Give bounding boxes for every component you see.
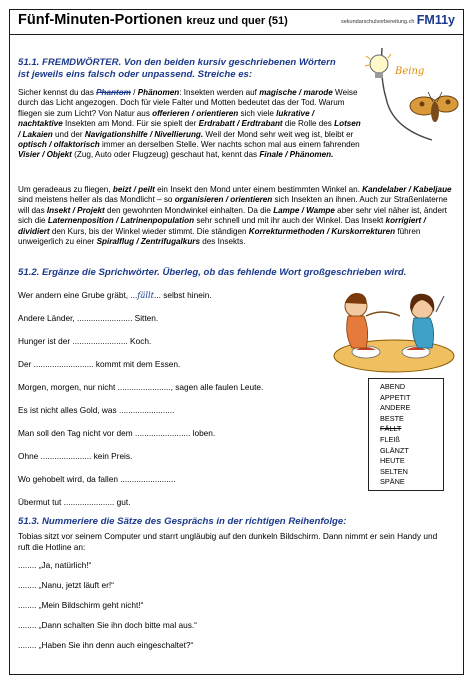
proverb-line xyxy=(18,290,212,300)
moth-icon xyxy=(410,92,458,122)
proverb-line xyxy=(18,474,176,484)
header-bar xyxy=(10,10,463,35)
text-run: Weise durch das Licht angezogen. Doch für viele Falter und Motten bedeutet das der Tod. Warum fliegen sie zum Licht? Von Natur aus xyxy=(18,88,358,118)
proverb-text: Der .......................... kommt mit dem Essen. xyxy=(18,359,181,369)
word-choice: optisch / olfaktorisch xyxy=(18,140,100,150)
text-run: und der xyxy=(52,129,85,139)
word-choice: magische / marode xyxy=(259,88,333,97)
word-choice: beizt / peilt xyxy=(112,185,155,194)
proverb-text: Übermut tut ...................... gut. xyxy=(18,497,131,507)
text-run: ein Insekt den Mond unter einem bestimmten Winkel an. xyxy=(154,185,363,194)
proverb-text: Ohne ...................... kein Preis. xyxy=(18,451,133,461)
word-choice: Phänomen xyxy=(137,88,180,97)
text-run: Um geradeaus zu fliegen, xyxy=(18,185,113,194)
word-choice: Laternenposition / Latrinenpopulation xyxy=(47,216,195,226)
word-bank-item: FÄLLT xyxy=(380,424,402,434)
word-choice: offerieren / orientieren xyxy=(152,108,239,118)
word-choice: Lampe / Wampe xyxy=(273,205,335,215)
word-choice: Kandelaber / Kabeljaue xyxy=(362,185,452,194)
page-title xyxy=(18,12,288,28)
dialogue-line: ........ „Dann schalten Sie ihn doch bitte mal aus.“ xyxy=(18,620,197,630)
section1-paragraph2 xyxy=(18,185,454,247)
text-run: Insekten am Mond. Für sie spielt der xyxy=(62,119,199,129)
proverb-text: Man soll den Tag nicht vor dem ........................ loben. xyxy=(18,428,216,438)
illustration-label: Being xyxy=(395,66,425,77)
text-run: (Zug, Auto oder Flugzeug) geschaut hat, kennt das xyxy=(71,150,260,160)
word-choice: Insekt / Projekt xyxy=(46,205,105,215)
text-run: Weil der Mond sehr weit weg ist, bleibt er xyxy=(203,129,354,139)
text-run: sich Insekten an ihnen. Auch zur Straßenlaterne will das xyxy=(18,195,448,215)
word-choice: Visier / Objekt xyxy=(18,150,72,160)
dialogue-line: ........ „Nanu, jetzt läuft er!“ xyxy=(18,580,114,590)
text-run: : Insekten werden auf xyxy=(179,88,260,97)
word-choice: Erdrabatt / Erdtrabant xyxy=(198,119,283,129)
word-choice: lukrative / nachtaktive xyxy=(18,108,315,129)
struck-word-choice: Phantom xyxy=(96,88,131,97)
word-choice: korrigiert / dividiert xyxy=(18,216,426,236)
text-run: sehr schnell und mit ihr auch der Winkel. Das Insekt xyxy=(194,216,386,226)
dialogue-line: ........ „Haben Sie ihn denn auch eingeschaltet?“ xyxy=(18,640,194,650)
word-choice: Navigationshilfe / Nivellierung. xyxy=(84,129,204,139)
section1-paragraph1 xyxy=(18,88,361,161)
word-bank-item: HEUTE xyxy=(380,456,405,466)
proverb-line xyxy=(18,336,151,346)
couple-eating-illustration xyxy=(326,286,458,376)
handwritten-answer: fällt xyxy=(137,290,154,300)
word-bank xyxy=(368,378,444,491)
section1-title-line2: ist jeweils eins falsch oder unpassend. Streiche es: xyxy=(18,69,253,81)
worksheet-code: FM11y xyxy=(416,13,455,27)
word-choice: Spiralflug / Zentrifugalkurs xyxy=(96,237,200,247)
title-main: Fünf-Minuten-Portionen xyxy=(18,12,183,28)
proverb-text: Wo gehobelt wird, da fallen ........................ xyxy=(18,474,176,484)
word-bank-item: SPÄNE xyxy=(380,477,405,487)
word-choice: organisieren / orientieren xyxy=(174,195,273,205)
text-run: den Kurs, bis der Winkel wieder stimmt. Die ständigen xyxy=(49,226,249,236)
proverb-text: Es ist nicht alles Gold, was ........................ xyxy=(18,405,175,415)
word-bank-item: SELTEN xyxy=(380,466,408,476)
proverb-line xyxy=(18,359,180,369)
word-bank-item: BESTE xyxy=(380,413,404,423)
section1-title xyxy=(18,57,363,82)
section3-title: 51.3. Nummeriere die Sätze des Gesprächs in der richtigen Reihenfolge: xyxy=(18,516,347,527)
word-bank-item: FLEIß xyxy=(380,434,400,444)
proverb-text: Hunger ist der ........................ Koch. xyxy=(18,336,152,346)
section2-title: 51.2. Ergänze die Sprichwörter. Überleg, ob das fehlende Wort großgeschrieben wird. xyxy=(18,267,407,278)
word-bank-item: APPETIT xyxy=(380,392,411,402)
dialogue-line: ........ „Mein Bildschirm geht nicht!“ xyxy=(18,600,144,610)
word-bank-item: GLÄNZT xyxy=(380,445,409,455)
proverb-text-end: ... selbst hinein. xyxy=(153,290,212,300)
title-subtitle: kreuz und quer (51) xyxy=(186,15,288,27)
text-run: Sicher kennst du das xyxy=(18,88,97,97)
section3-intro: Tobias sitzt vor seinem Computer und starrt ungläubig auf den dunkeln Bildschirm. Dann nimmt er sein Handy und ruft die Hotline an: xyxy=(18,531,438,552)
section1-title-line1: 51.1. FREMDWÖRTER. Von den beiden kursiv geschriebenen Wörtern xyxy=(18,57,336,68)
text-run: sich viele xyxy=(238,108,277,118)
text-run: aber sehr viel näher ist, ändert sich die xyxy=(18,205,447,226)
proverb-line xyxy=(18,313,158,323)
proverb-line xyxy=(18,497,131,507)
proverb-text: Wer andern eine Grube gräbt, ... xyxy=(18,290,138,300)
dialogue-line: ........ „Ja, natürlich!“ xyxy=(18,560,92,570)
text-run: immer an derselben Stelle. Wer nachts schon mal aus einem fahrenden xyxy=(99,140,360,150)
proverb-line xyxy=(18,451,132,461)
text-run: den gewohnten Mondwinkel einhalten. Da die xyxy=(104,205,274,215)
word-choice: Korrekturmethoden / Kurskorrekturen xyxy=(248,226,396,236)
text-run: / xyxy=(130,88,138,97)
proverb-line xyxy=(18,405,174,415)
lamp-moth-illustration xyxy=(362,48,462,148)
word-choice: Finale / Phänomen. xyxy=(259,150,334,160)
word-choice: Lotsen / Lakaien xyxy=(18,119,361,139)
text-run: führen unweigerlich zu einer xyxy=(18,226,421,247)
text-run: die Rolle des xyxy=(282,119,335,129)
proverb-text: Andere Länder, ........................ Sitten. xyxy=(18,313,159,323)
text-run: des Insekts. xyxy=(199,237,246,247)
proverb-text: Morgen, morgen, nur nicht ......................., sagen alle faulen Leute. xyxy=(18,382,264,392)
proverb-line xyxy=(18,428,215,438)
word-bank-item: ANDERE xyxy=(380,403,411,413)
site-name: sekundarschulvorbereitung.ch xyxy=(341,19,415,25)
word-bank-item: ABEND xyxy=(380,382,406,391)
proverb-line xyxy=(18,382,263,392)
text-run: sind meistens heller als das Mondlicht – so xyxy=(18,195,175,205)
